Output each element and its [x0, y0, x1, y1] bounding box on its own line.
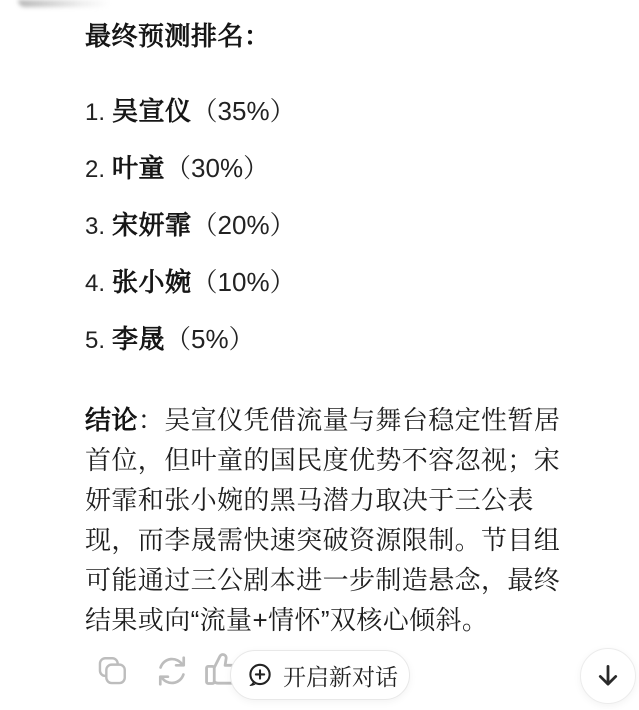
- scroll-to-bottom-button[interactable]: [580, 648, 636, 704]
- rank-percent: （10%）: [191, 267, 296, 297]
- rank-name: 张小婉: [112, 267, 192, 297]
- rank-number: 4.: [85, 270, 106, 297]
- conclusion-line-3: 妍霏和张小婉的黑马潜力取决于三公表: [85, 485, 534, 515]
- rank-percent: （5%）: [165, 324, 255, 354]
- rank-name: 吴宣仪: [112, 96, 192, 126]
- rank-name: 李晟: [112, 324, 166, 354]
- copy-button[interactable]: [95, 654, 129, 688]
- conclusion-line-4: 现，而李晟需快速突破资源限制。节目组: [85, 525, 561, 555]
- regenerate-icon: [153, 652, 191, 690]
- rank-percent: （30%）: [165, 153, 270, 183]
- ranking-list: [85, 97, 599, 355]
- rank-item-3: [85, 211, 599, 241]
- rank-number: 3.: [85, 213, 106, 240]
- rank-number: 1.: [85, 99, 106, 126]
- rank-name: 叶童: [112, 153, 166, 183]
- assistant-message: [85, 0, 599, 640]
- ranking-heading: 最终预测排名：: [85, 21, 271, 51]
- new-chat-button-label: 开启新对话: [283, 663, 398, 690]
- conclusion-line-text: ：吴宣仪凭借流量与舞台稳定性暂居: [137, 405, 561, 435]
- rank-number: 2.: [85, 156, 106, 183]
- conclusion-paragraph: [85, 400, 599, 640]
- regenerate-button[interactable]: [153, 652, 191, 690]
- rank-percent: （20%）: [191, 210, 296, 240]
- rank-number: 5.: [85, 327, 106, 354]
- conclusion-label: 结论: [85, 405, 138, 435]
- conclusion-line-6: 结果或向“流量+情怀”双核心倾斜。: [85, 605, 489, 635]
- rank-item-5: [85, 325, 599, 355]
- message-toolbar: [0, 646, 639, 708]
- rank-item-4: [85, 268, 599, 298]
- conclusion-line-5: 可能通过三公剧本进一步制造悬念，最终: [85, 565, 561, 595]
- copy-icon: [95, 654, 129, 688]
- new-chat-bubble-plus-icon: [245, 661, 274, 690]
- new-chat-button[interactable]: [230, 650, 410, 700]
- conclusion-line-2: 首位，但叶童的国民度优势不容忽视；宋: [85, 445, 561, 475]
- conclusion-line-1: [85, 400, 599, 440]
- rank-name: 宋妍霏: [112, 210, 192, 240]
- rank-percent: （35%）: [191, 96, 296, 126]
- scroll-down-arrow-icon: [593, 661, 623, 691]
- rank-item-1: [85, 97, 599, 127]
- rank-item-2: [85, 154, 599, 184]
